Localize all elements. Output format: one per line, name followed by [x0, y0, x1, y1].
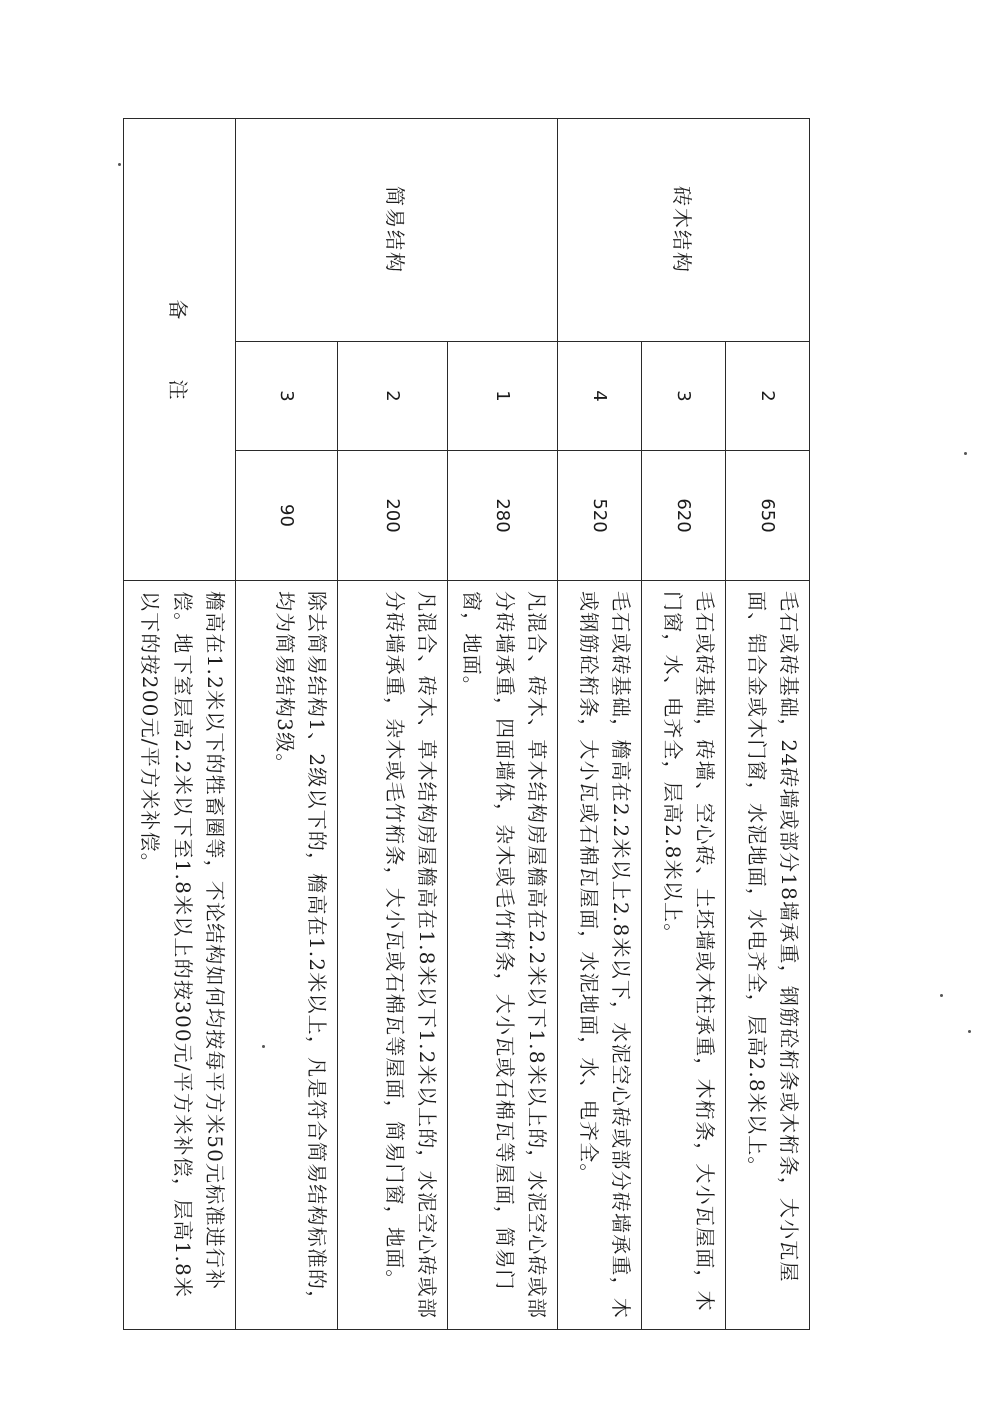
scan-speck [262, 1045, 265, 1048]
description-cell: 凡混合、砖木、草木结构房屋檐高在2.2米以下1.8米以上的，水泥空心砖或部分砖墙承重，四面墙体，杂木或毛竹桁条，大小瓦或石棉瓦等屋面，简易门窗，地面。 [448, 581, 558, 1330]
note-label-cell: 备注 [124, 119, 236, 581]
description-cell: 凡混合、砖木、草木结构房屋檐高在1.8米以下1.2米以上的，水泥空心砖或部分砖墙承重，杂木或毛竹桁条，大小瓦或石棉瓦等屋面，简易门窗，地面。 [338, 581, 448, 1330]
category-cell: 简易结构 [236, 119, 558, 342]
description-cell: 毛石或砖基础，24砖墙或部分18墙承重，钢筋砼桁条或木桁条，大小瓦屋面、铝合金或木门窗，水泥地面，水电齐全，层高2.8米以上。 [726, 581, 810, 1330]
grade-cell: 2 [338, 342, 448, 451]
price-cell: 200 [338, 451, 448, 581]
grade-cell: 3 [642, 342, 726, 451]
scan-speck [964, 452, 967, 455]
category-cell: 砖木结构 [558, 119, 810, 342]
grade-cell: 2 [726, 342, 810, 451]
compensation-standard-table [123, 118, 810, 1330]
scan-speck [118, 163, 121, 166]
description-cell: 毛石或砖基础，檐高在2.2米以上2.8米以下，水泥空心砖或部分砖墙承重，木或钢筋砼桁条，大小瓦或石棉瓦屋面，水泥地面，水、电齐全。 [558, 581, 642, 1330]
rotated-page-content [124, 118, 810, 1329]
scan-speck [968, 1030, 971, 1033]
price-cell: 520 [558, 451, 642, 581]
description-cell: 除去简易结构1、2级以下的，檐高在1.2米以上，凡是符合简易结构标准的，均为简易结构3级。 [236, 581, 338, 1330]
price-cell: 280 [448, 451, 558, 581]
table-row [448, 119, 558, 1330]
table-row [726, 119, 810, 1330]
note-row [124, 119, 236, 1330]
price-cell: 90 [236, 451, 338, 581]
description-cell: 毛石或砖基础，砖墙、空心砖、土坯墙或木柱承重，木桁条，大小瓦屋面，木门窗，水、电齐全，层高2.8米以上。 [642, 581, 726, 1330]
price-cell: 620 [642, 451, 726, 581]
grade-cell: 3 [236, 342, 338, 451]
price-cell: 650 [726, 451, 810, 581]
note-text-cell: 檐高在1.2米以下的牲畜圈等，不论结构如何均按每平方米50元标准进行补偿。地下室层高2.2米以下至1.8米以上的按300元/平方米补偿，层高1.8米以下的按200元/平方米补偿。 [124, 581, 236, 1330]
grade-cell: 1 [448, 342, 558, 451]
scan-speck [940, 994, 943, 997]
grade-cell: 4 [558, 342, 642, 451]
